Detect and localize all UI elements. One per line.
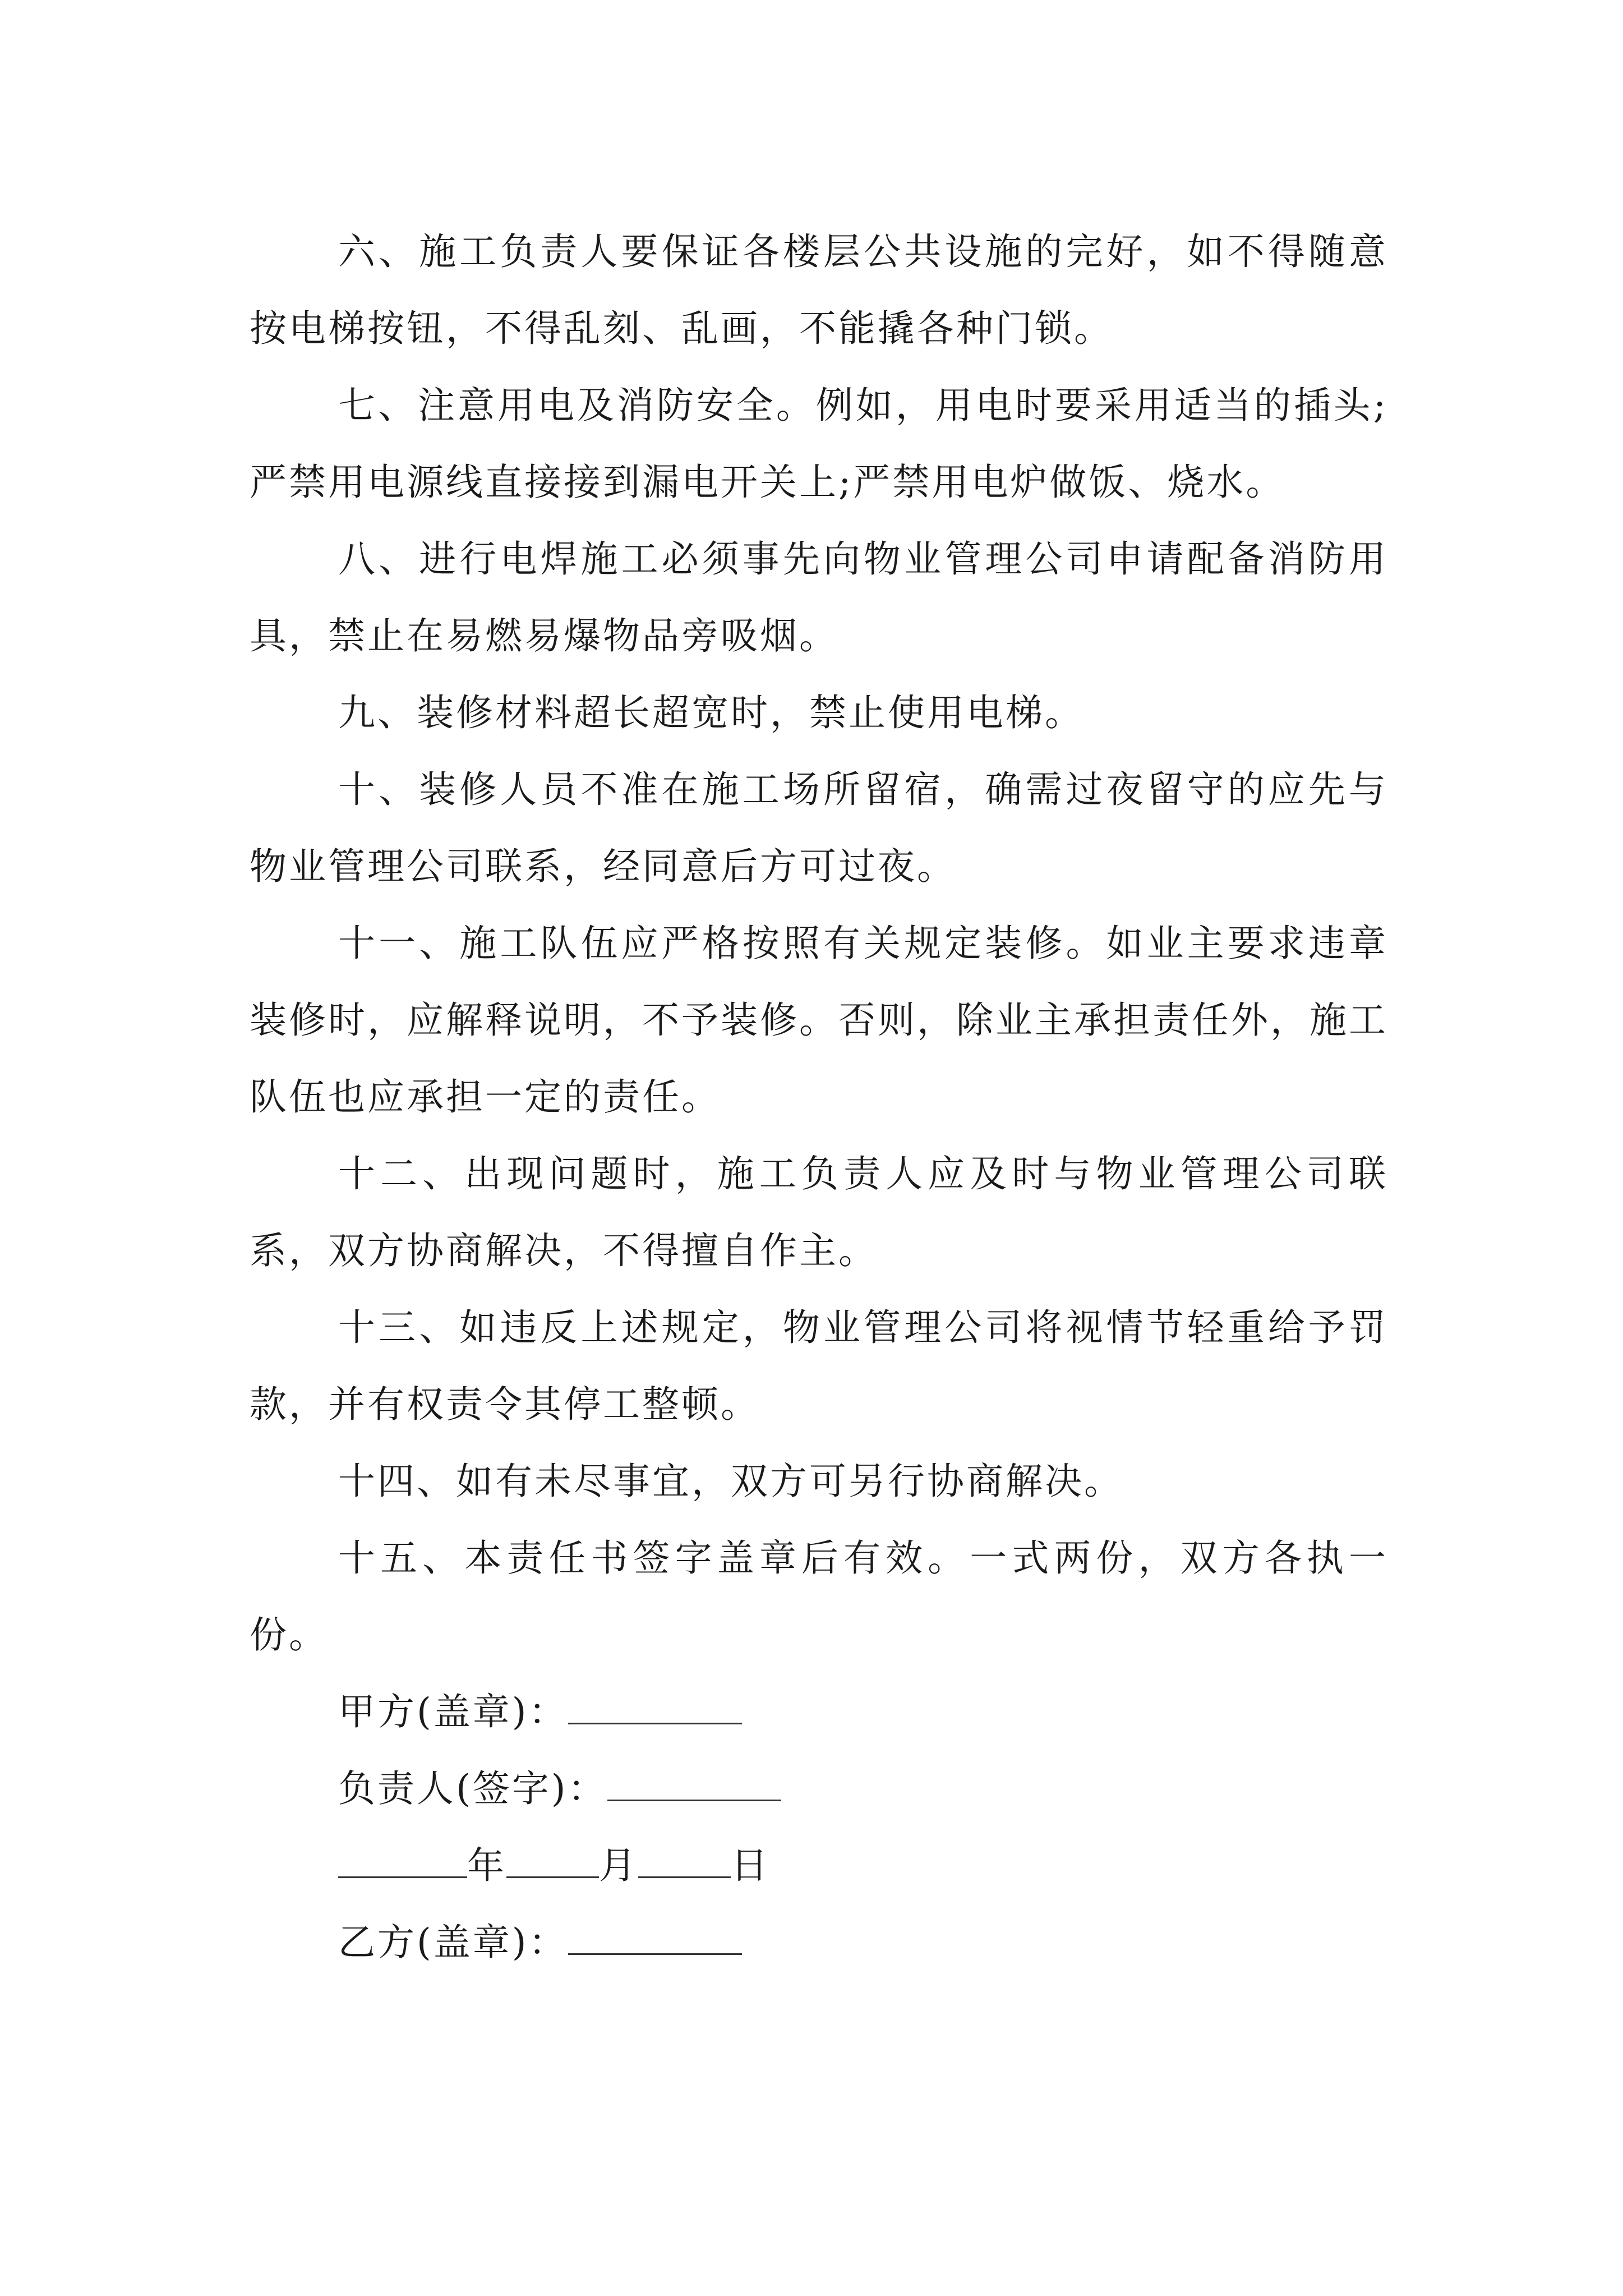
clause-9: 九、装修材料超长超宽时，禁止使用电梯。 bbox=[338, 691, 1084, 734]
party-b-blank[interactable] bbox=[568, 1920, 742, 1955]
day-label: 日 bbox=[731, 1844, 770, 1887]
clause-8: 八、进行电焊施工必须事先向物业管理公司申请配备消防用具，禁止在易燃易爆物品旁吸烟。 bbox=[250, 537, 1388, 657]
date-line bbox=[250, 1827, 1388, 1904]
year-label: 年 bbox=[467, 1844, 506, 1887]
party-a-blank[interactable] bbox=[568, 1689, 742, 1724]
clause-7: 七、注意用电及消防安全。例如，用电时要采用适当的插头;严禁用电源线直接接到漏电开关上;严禁用电炉做饭、烧水。 bbox=[250, 384, 1388, 504]
party-a-seal-line bbox=[250, 1673, 1388, 1750]
party-b-seal-line bbox=[250, 1904, 1388, 1981]
clause-6: 六、施工负责人要保证各楼层公共设施的完好，如不得随意按电梯按钮，不得乱刻、乱画，不能撬各种门锁。 bbox=[250, 230, 1388, 350]
person-in-charge-line bbox=[250, 1750, 1388, 1827]
party-a-label: 甲方(盖章)： bbox=[338, 1690, 568, 1733]
month-blank[interactable] bbox=[506, 1843, 599, 1878]
clause-12: 十二、出现问题时，施工负责人应及时与物业管理公司联系，双方协商解决，不得擅自作主。 bbox=[250, 1152, 1388, 1272]
clause-11: 十一、施工队伍应严格按照有关规定装修。如业主要求违章装修时，应解释说明，不予装修。否则，除业主承担责任外，施工队伍也应承担一定的责任。 bbox=[250, 922, 1388, 1119]
year-blank[interactable] bbox=[338, 1843, 467, 1878]
person-in-charge-label: 负责人(签字)： bbox=[338, 1767, 607, 1810]
clause-13: 十三、如违反上述规定，物业管理公司将视情节轻重给予罚款，并有权责令其停工整顿。 bbox=[250, 1306, 1388, 1426]
clause-15: 十五、本责任书签字盖章后有效。一式两份，双方各执一份。 bbox=[250, 1536, 1388, 1657]
clause-10: 十、装修人员不准在施工场所留宿，确需过夜留守的应先与物业管理公司联系，经同意后方可过夜。 bbox=[250, 768, 1388, 888]
month-label: 月 bbox=[599, 1844, 638, 1887]
clause-14: 十四、如有未尽事宜，双方可另行协商解决。 bbox=[338, 1460, 1123, 1503]
day-blank[interactable] bbox=[638, 1843, 731, 1878]
person-in-charge-blank[interactable] bbox=[607, 1766, 781, 1801]
document-page bbox=[250, 213, 1388, 1981]
party-b-label: 乙方(盖章)： bbox=[338, 1921, 568, 1964]
